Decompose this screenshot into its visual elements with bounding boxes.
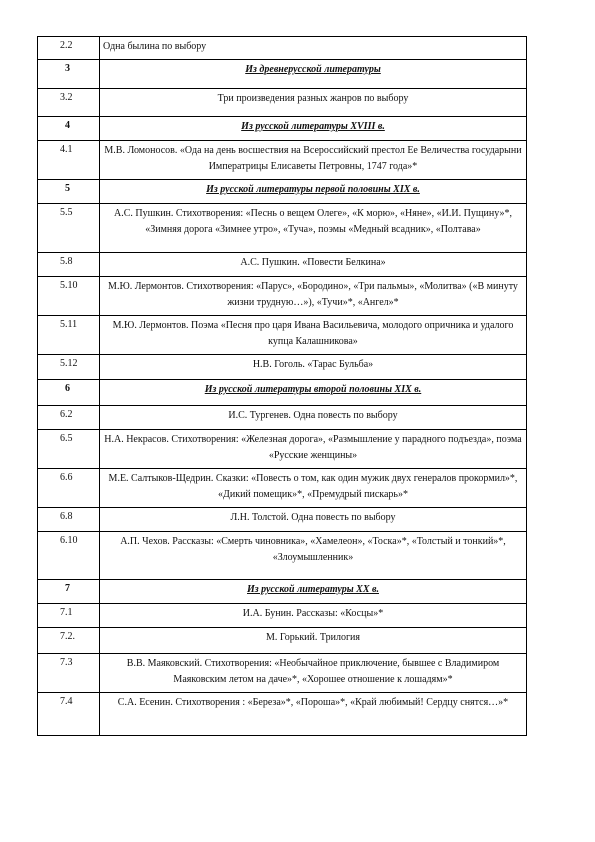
row-number: 7.4 xyxy=(38,693,100,735)
row-text: Л.Н. Толстой. Одна повесть по выбору xyxy=(230,512,396,523)
table-row xyxy=(37,253,527,277)
table-row xyxy=(37,604,527,628)
table-row xyxy=(37,508,527,532)
row-number: 5.11 xyxy=(38,316,100,354)
row-text: А.С. Пушкин. Стихотворения: «Песнь о вещем Олеге», «К морю», «Няне», «И.И. Пущину»*, «Зимняя дорога «Зимнее утро», «Туча», поэмы «Медный всадник», «Полтава» xyxy=(114,208,512,235)
table-row xyxy=(37,654,527,693)
table-row xyxy=(37,406,527,430)
row-text: М.Ю. Лермонтов. Поэма «Песня про царя Ивана Васильевича, молодого опричника и удалого купца Калашникова» xyxy=(112,320,514,347)
row-number: 6.2 xyxy=(38,406,100,429)
section-header-row xyxy=(37,117,527,141)
row-text: М.В. Ломоносов. «Ода на день восшествия на Всероссийский престол Ее Величества государыни Императрицы Елисаветы Петровны, 1747 года»* xyxy=(104,145,522,172)
row-number: 5 xyxy=(38,180,100,203)
row-text: И.А. Бунин. Рассказы: «Косцы»* xyxy=(242,608,384,619)
row-text: А.П. Чехов. Рассказы: «Смерть чиновника», «Хамелеон», «Тоска»*, «Толстый и тонкий»*, «Злоумышленник» xyxy=(120,536,506,563)
row-number: 3 xyxy=(38,60,100,88)
section-title: Из древнерусской литературы xyxy=(245,64,381,75)
row-number: 5.8 xyxy=(38,253,100,276)
row-text: М.Е. Салтыков-Щедрин. Сказки: «Повесть о том, как один мужик двух генералов прокормил»*, «Дикий помещик»*, «Премудрый пискарь»* xyxy=(108,473,518,500)
row-number: 5.10 xyxy=(38,277,100,315)
row-number: 7.2. xyxy=(38,628,100,653)
row-number: 6.8 xyxy=(38,508,100,531)
table-row xyxy=(37,532,527,580)
row-number: 4.1 xyxy=(38,141,100,179)
section-title: Из русской литературы первой половины XIX в. xyxy=(206,184,420,195)
row-text: М.Ю. Лермонтов. Стихотворения: «Парус», «Бородино», «Три пальмы», «Молитва» («В минуту жизни трудную…»), «Тучи»*, «Ангел»* xyxy=(108,281,518,308)
table-row xyxy=(37,36,527,60)
table-row xyxy=(37,430,527,469)
section-header-row xyxy=(37,380,527,406)
table-row xyxy=(37,355,527,380)
row-number: 5.12 xyxy=(38,355,100,379)
table-row xyxy=(37,469,527,508)
row-text: М. Горький. Трилогия xyxy=(265,632,361,643)
row-text: И.С. Тургенев. Одна повесть по выбору xyxy=(228,410,398,421)
row-text: Одна былина по выбору xyxy=(103,41,207,52)
section-title: Из русской литературы XVIII в. xyxy=(241,121,385,132)
row-text: В.В. Маяковский. Стихотворения: «Необычайное приключение, бывшее с Владимиром Маяковским летом на даче»*, «Хорошее отношение к лошадям»* xyxy=(126,658,500,685)
row-number: 5.5 xyxy=(38,204,100,252)
row-text: Н.А. Некрасов. Стихотворения: «Железная дорога», «Размышление у парадного подъезда», поэма «Русские женщины» xyxy=(104,434,522,461)
row-text: С.А. Есенин. Стихотворения : «Береза»*, «Пороша»*, «Край любимый! Сердцу снятся…»* xyxy=(117,697,509,708)
section-header-row xyxy=(37,60,527,89)
section-title: Из русской литературы XX в. xyxy=(247,584,379,595)
table-row xyxy=(37,141,527,180)
section-title: Из русской литературы второй половины XIX в. xyxy=(204,384,422,395)
row-number: 6.10 xyxy=(38,532,100,579)
section-header-row xyxy=(37,180,527,204)
table-row xyxy=(37,693,527,736)
row-number: 3.2 xyxy=(38,89,100,116)
table-row xyxy=(37,89,527,117)
row-number: 6.6 xyxy=(38,469,100,507)
row-text: А.С. Пушкин. «Повести Белкина» xyxy=(240,257,386,268)
row-number: 6 xyxy=(38,380,100,405)
section-header-row xyxy=(37,580,527,604)
literature-list-table xyxy=(37,36,527,736)
row-number: 6.5 xyxy=(38,430,100,468)
row-number: 7.1 xyxy=(38,604,100,627)
row-number: 7 xyxy=(38,580,100,603)
table-row xyxy=(37,204,527,253)
table-row xyxy=(37,277,527,316)
row-text: Три произведения разных жанров по выбору xyxy=(217,93,409,104)
row-number: 4 xyxy=(38,117,100,140)
row-number: 7.3 xyxy=(38,654,100,692)
row-text: Н.В. Гоголь. «Тарас Бульба» xyxy=(252,359,374,370)
table-row xyxy=(37,316,527,355)
row-number: 2.2 xyxy=(38,37,100,59)
table-row xyxy=(37,628,527,654)
